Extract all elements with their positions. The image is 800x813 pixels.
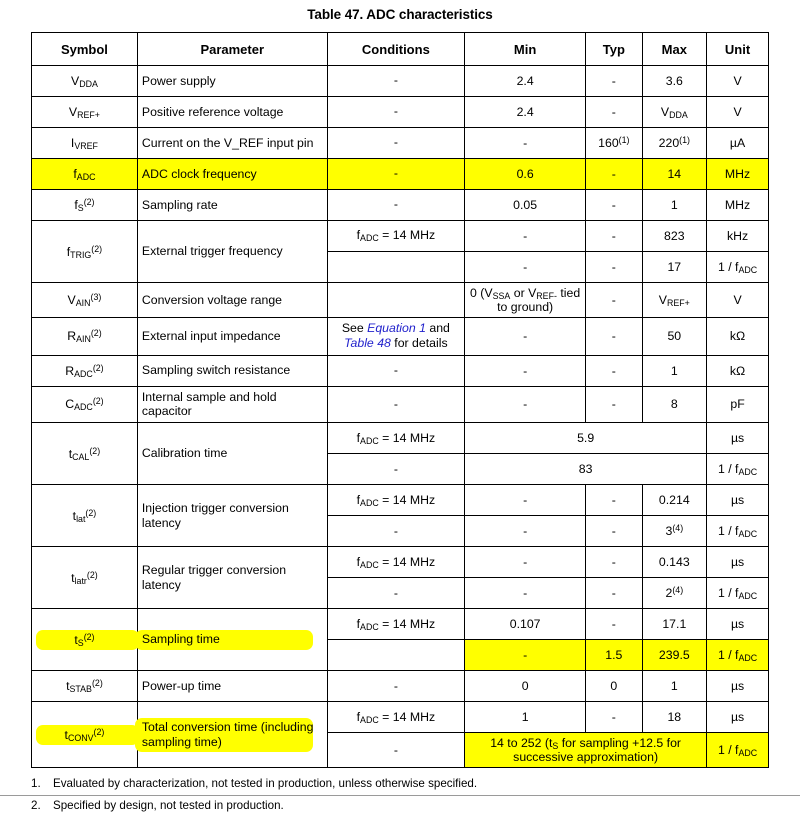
conditions-cell: $f_{ADC} = 14$ MHz <box>327 423 465 454</box>
conditions-cell: - <box>327 454 465 485</box>
unit-cell: µs <box>707 547 769 578</box>
min-cell: 2.4 <box>465 97 586 128</box>
typ-cell: - <box>586 578 642 609</box>
max-cell: 18 <box>642 702 707 733</box>
conditions-cell: - <box>327 97 465 128</box>
symbol-cell: $t_{CAL}^{(2)}$ <box>32 423 138 485</box>
max-cell: $V_{REF+}$ <box>642 283 707 318</box>
conditions-cell: - <box>327 128 465 159</box>
conditions-cell: - <box>327 671 465 702</box>
value-span-cell: 5.9 <box>465 423 707 454</box>
max-cell: 1 <box>642 355 707 386</box>
symbol-cell: $t_{STAB}^{(2)}$ <box>32 671 138 702</box>
unit-cell: µs <box>707 423 769 454</box>
unit-cell: MHz <box>707 159 769 190</box>
table-header-row <box>32 33 769 66</box>
min-cell: 0.107 <box>465 609 586 640</box>
unit-cell: µs <box>707 671 769 702</box>
symbol-cell: $V_{DDA}$ <box>32 66 138 97</box>
footnote-item <box>31 777 800 791</box>
unit-cell: µs <box>707 702 769 733</box>
typ-cell: - <box>586 221 642 252</box>
unit-cell: $1 / f_{ADC}$ <box>707 640 769 671</box>
max-cell: 17.1 <box>642 609 707 640</box>
conditions-cell: $f_{ADC} = 14$ MHz <box>327 609 465 640</box>
conditions-cell: See Equation 1 and Table 48 for details <box>327 318 465 356</box>
typ-cell: - <box>586 702 642 733</box>
parameter-cell: Internal sample and hold capacitor <box>137 386 327 423</box>
symbol-cell: $R_{AIN}^{(2)}$ <box>32 318 138 356</box>
column-header-max: Max <box>642 33 707 66</box>
unit-cell: MHz <box>707 190 769 221</box>
conditions-cell: - <box>327 66 465 97</box>
parameter-cell: Sampling time <box>137 609 327 671</box>
table-row <box>32 386 769 423</box>
min-cell: 2.4 <box>465 66 586 97</box>
typ-cell: - <box>586 609 642 640</box>
unit-cell: $1 / f_{ADC}$ <box>707 252 769 283</box>
table-row <box>32 702 769 733</box>
conditions-cell <box>327 640 465 671</box>
conditions-cell: - <box>327 190 465 221</box>
parameter-cell: Calibration time <box>137 423 327 485</box>
equation-1-link[interactable]: Equation 1 <box>367 321 426 335</box>
max-cell: $V_{DDA}$ <box>642 97 707 128</box>
unit-cell: $1 / f_{ADC}$ <box>707 578 769 609</box>
min-cell: 0 ($V_{SSA}$ or $V_{REF-}$ tied to ground) <box>465 283 586 318</box>
parameter-cell: Sampling rate <box>137 190 327 221</box>
typ-cell: - <box>586 386 642 423</box>
unit-cell: $1 / f_{ADC}$ <box>707 454 769 485</box>
table-row <box>32 128 769 159</box>
symbol-cell: $t_{lat}^{(2)}$ <box>32 485 138 547</box>
typ-cell: - <box>586 159 642 190</box>
typ-cell: 160$^{(1)}$ <box>586 128 642 159</box>
max-cell: 823 <box>642 221 707 252</box>
typ-cell: - <box>586 355 642 386</box>
symbol-cell: $t_S^{(2)}$ <box>32 609 138 671</box>
parameter-cell: Injection trigger conversion latency <box>137 485 327 547</box>
column-header-min: Min <box>465 33 586 66</box>
min-cell: - <box>465 318 586 356</box>
conditions-cell: - <box>327 733 465 768</box>
min-cell: - <box>465 252 586 283</box>
max-cell: 50 <box>642 318 707 356</box>
min-cell: - <box>465 547 586 578</box>
symbol-cell: $V_{REF+}$ <box>32 97 138 128</box>
typ-cell: - <box>586 516 642 547</box>
conditions-cell: $f_{ADC} = 14$ MHz <box>327 547 465 578</box>
unit-cell: $1 / f_{ADC}$ <box>707 516 769 547</box>
table-title: Table 47. ADC characteristics <box>307 7 493 22</box>
conditions-cell: - <box>327 355 465 386</box>
footnote-number: 2. <box>31 798 41 812</box>
typ-cell: 0 <box>586 671 642 702</box>
column-header-symbol: Symbol <box>32 33 138 66</box>
max-cell: 239.5 <box>642 640 707 671</box>
symbol-cell: $f_S^{(2)}$ <box>32 190 138 221</box>
conditions-cell: $f_{ADC} = 14$ MHz <box>327 485 465 516</box>
table-row <box>32 547 769 578</box>
typ-cell: - <box>586 485 642 516</box>
symbol-cell: $f_{TRIG}^{(2)}$ <box>32 221 138 283</box>
symbol-cell: $t_{CONV}^{(2)}$ <box>32 702 138 768</box>
min-cell: - <box>465 128 586 159</box>
parameter-cell: ADC clock frequency <box>137 159 327 190</box>
min-cell: - <box>465 578 586 609</box>
unit-cell: kΩ <box>707 318 769 356</box>
footnote-number: 1. <box>31 777 41 791</box>
table-row <box>32 66 769 97</box>
parameter-cell: Total conversion time (including sampling time) <box>137 702 327 768</box>
min-cell: - <box>465 355 586 386</box>
unit-cell: V <box>707 66 769 97</box>
parameter-cell: Power-up time <box>137 671 327 702</box>
unit-cell: V <box>707 283 769 318</box>
max-cell: 0.143 <box>642 547 707 578</box>
typ-cell: 1.5 <box>586 640 642 671</box>
footnote-text: Specified by design, not tested in production. <box>53 798 284 812</box>
footnote-text: Evaluated by characterization, not tested in production, unless otherwise specified. <box>53 777 478 791</box>
max-cell: 1 <box>642 671 707 702</box>
max-cell: 3.6 <box>642 66 707 97</box>
table-row <box>32 159 769 190</box>
table-row <box>32 318 769 356</box>
symbol-cell: $R_{ADC}^{(2)}$ <box>32 355 138 386</box>
max-cell: 8 <box>642 386 707 423</box>
symbol-cell: $V_{AIN}^{(3)}$ <box>32 283 138 318</box>
parameter-cell: Conversion voltage range <box>137 283 327 318</box>
min-cell: - <box>465 386 586 423</box>
conditions-cell: $f_{ADC} = 14$ MHz <box>327 221 465 252</box>
parameter-cell: External input impedance <box>137 318 327 356</box>
table-row <box>32 283 769 318</box>
conditions-cell: - <box>327 386 465 423</box>
typ-cell: - <box>586 66 642 97</box>
table-row <box>32 97 769 128</box>
adc-characteristics-table <box>31 32 769 768</box>
max-cell: 0.214 <box>642 485 707 516</box>
min-cell: - <box>465 221 586 252</box>
typ-cell: - <box>586 252 642 283</box>
conditions-cell: - <box>327 159 465 190</box>
parameter-cell: Sampling switch resistance <box>137 355 327 386</box>
conditions-cell <box>327 252 465 283</box>
conditions-cell: - <box>327 516 465 547</box>
symbol-cell: $t_{latr}^{(2)}$ <box>32 547 138 609</box>
conditions-cell <box>327 283 465 318</box>
min-cell: 0.05 <box>465 190 586 221</box>
typ-cell: - <box>586 547 642 578</box>
table-row <box>32 355 769 386</box>
min-cell: 0 <box>465 671 586 702</box>
table-row <box>32 190 769 221</box>
value-span-cell: 83 <box>465 454 707 485</box>
unit-cell: V <box>707 97 769 128</box>
max-cell: 17 <box>642 252 707 283</box>
unit-cell: $1 / f_{ADC}$ <box>707 733 769 768</box>
min-cell: - <box>465 516 586 547</box>
unit-cell: kΩ <box>707 355 769 386</box>
max-cell: 2$^{(4)}$ <box>642 578 707 609</box>
column-header-conditions: Conditions <box>327 33 465 66</box>
table-body <box>32 66 769 768</box>
unit-cell: kHz <box>707 221 769 252</box>
parameter-cell: Current on the V_REF input pin <box>137 128 327 159</box>
footnote-item <box>31 799 800 813</box>
table-row <box>32 221 769 252</box>
column-header-parameter: Parameter <box>137 33 327 66</box>
max-cell: 3$^{(4)}$ <box>642 516 707 547</box>
min-cell: 1 <box>465 702 586 733</box>
symbol-cell: $f_{ADC}$ <box>32 159 138 190</box>
table-row <box>32 609 769 640</box>
parameter-cell: External trigger frequency <box>137 221 327 283</box>
value-span-cell: 14 to 252 ($t_S$ for sampling +12.5 for successive approximation) <box>465 733 707 768</box>
max-cell: 220$^{(1)}$ <box>642 128 707 159</box>
min-cell: - <box>465 485 586 516</box>
min-cell: - <box>465 640 586 671</box>
typ-cell: - <box>586 190 642 221</box>
parameter-cell: Regular trigger conversion latency <box>137 547 327 609</box>
column-header-typ: Typ <box>586 33 642 66</box>
unit-cell: µs <box>707 609 769 640</box>
max-cell: 1 <box>642 190 707 221</box>
unit-cell: µs <box>707 485 769 516</box>
parameter-cell: Power supply <box>137 66 327 97</box>
typ-cell: - <box>586 283 642 318</box>
unit-cell: µA <box>707 128 769 159</box>
table-48-link[interactable]: Table 48 <box>344 336 391 351</box>
conditions-cell: $f_{ADC} = 14$ MHz <box>327 702 465 733</box>
table-row <box>32 671 769 702</box>
min-cell: 0.6 <box>465 159 586 190</box>
unit-cell: pF <box>707 386 769 423</box>
conditions-cell: - <box>327 578 465 609</box>
symbol-cell: $I_{VREF}$ <box>32 128 138 159</box>
table-row <box>32 485 769 516</box>
table-row <box>32 423 769 454</box>
typ-cell: - <box>586 318 642 356</box>
symbol-cell: $C_{ADC}^{(2)}$ <box>32 386 138 423</box>
parameter-cell: Positive reference voltage <box>137 97 327 128</box>
typ-cell: - <box>586 97 642 128</box>
column-header-unit: Unit <box>707 33 769 66</box>
max-cell: 14 <box>642 159 707 190</box>
